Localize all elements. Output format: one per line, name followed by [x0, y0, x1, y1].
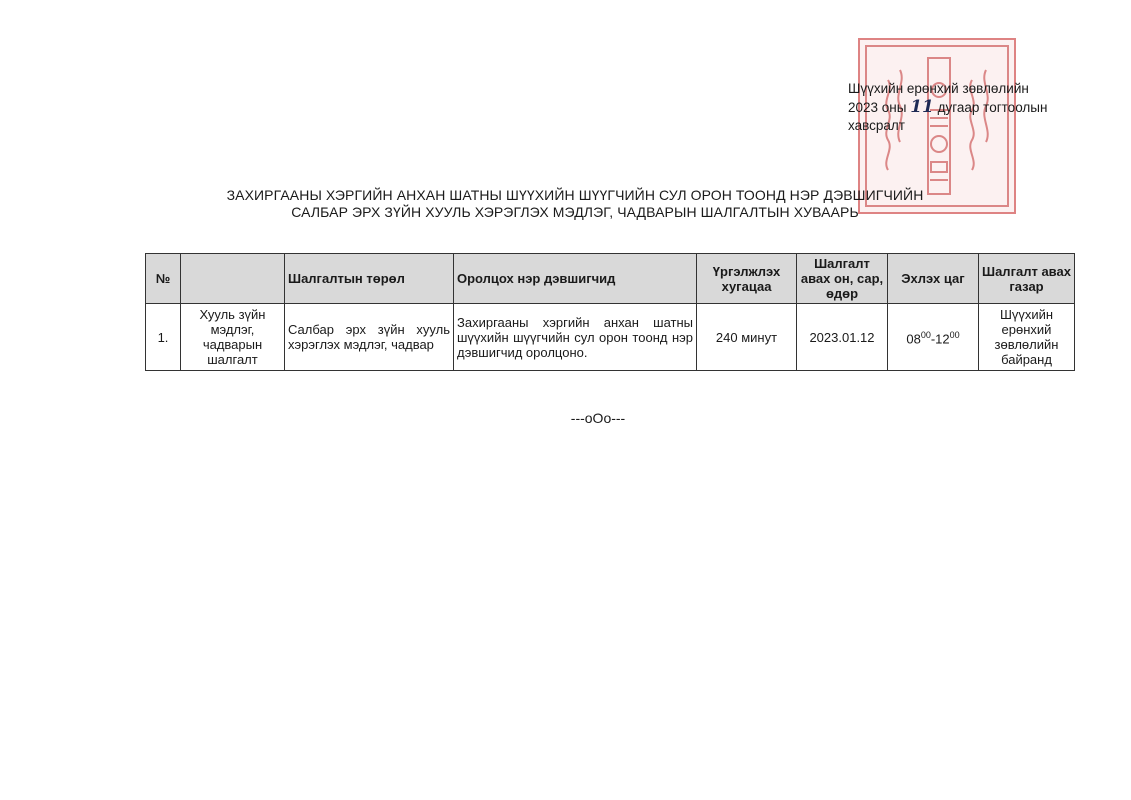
header-candidates: Оролцох нэр дэвшигчид [454, 254, 697, 304]
title-line-1: ЗАХИРГААНЫ ХЭРГИЙН АНХАН ШАТНЫ ШҮҮХИЙН ШҮҮГЧИЙН СУЛ ОРОН ТООНД НЭР ДЭВШИГЧИЙН [226, 187, 924, 203]
table-header-row [146, 254, 1075, 304]
header-num: № [146, 254, 181, 304]
cell-stage: Хууль зүйн мэдлэг, чадварын шалгалт [181, 304, 285, 371]
cell-exam-type: Салбар эрх зүйн хууль хэрэглэх мэдлэг, чадвар [285, 304, 454, 371]
header-place: Шалгалт авах газар [979, 254, 1075, 304]
note-line-1: Шүүхийн ерөнхий зөвлөлийн [848, 81, 1029, 96]
note-line-3: хавсралт [848, 118, 905, 133]
end-mark: ---oOo--- [570, 410, 626, 426]
cell-date: 2023.01.12 [797, 304, 888, 371]
exam-schedule-table [145, 253, 1075, 371]
table-row [146, 304, 1075, 371]
cell-candidates: Захиргааны хэргийн анхан шатны шүүхийн шүүгчийн сул орон тоонд нэр дэвшигчид оролцоно. [454, 304, 697, 371]
cell-start-time: $08^{00}-12^{00}$ [888, 304, 979, 371]
cell-place: Шүүхийн ерөнхий зөвлөлийн байранд [979, 304, 1075, 371]
header-duration: Үргэлжлэх хугацаа [697, 254, 797, 304]
header-stage [181, 254, 285, 304]
resolution-annex-note [848, 80, 1070, 135]
note-line-2: 2023 оны 11 дугаар тогтоолын [848, 97, 1048, 117]
handwritten-number: 11 [910, 97, 934, 117]
cell-num: 1. [146, 304, 181, 371]
title-line-2: САЛБАР ЭРХ ЗҮЙН ХУУЛЬ ХЭРЭГЛЭХ МЭДЛЭГ, ЧАДВАРЫН ШАЛГАЛТЫН ХУВААРЬ [291, 204, 859, 220]
header-date: Шалгалт авах он, сар, өдөр [797, 254, 888, 304]
document-title [180, 187, 970, 221]
header-exam-type: Шалгалтын төрөл [285, 254, 454, 304]
cell-duration: 240 минут [697, 304, 797, 371]
header-start-time: Эхлэх цаг [888, 254, 979, 304]
